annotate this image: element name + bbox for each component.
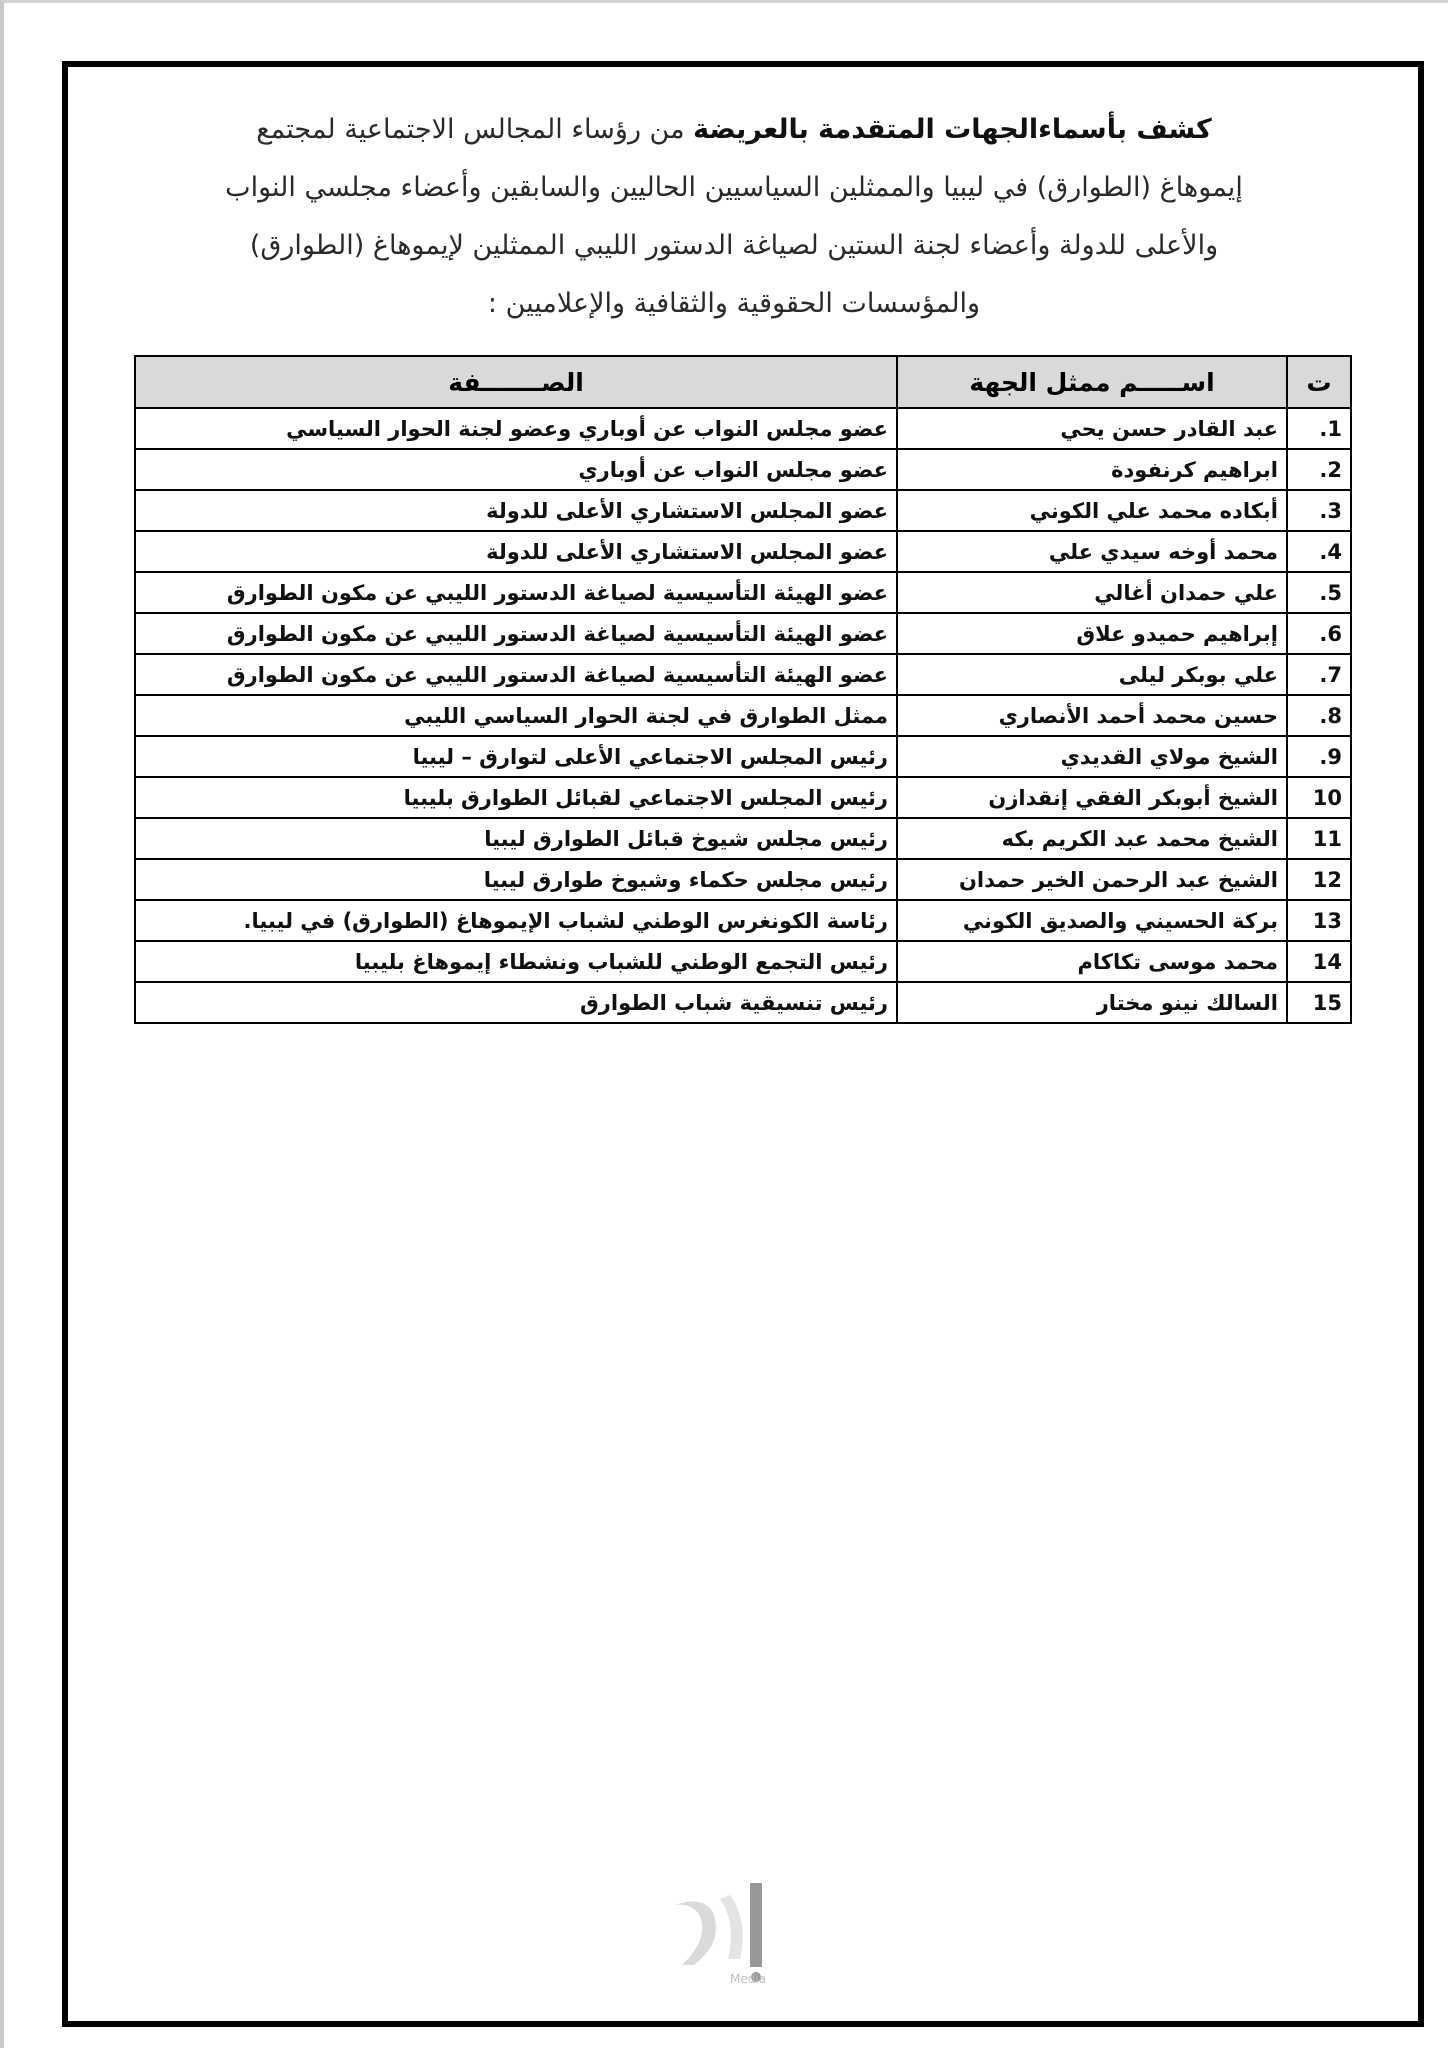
header-role: الصـــــــفة (135, 356, 897, 408)
row-role: رئيس مجلس شيوخ قبائل الطوارق ليبيا (135, 818, 897, 859)
row-num: 2. (1287, 449, 1351, 490)
table-row (135, 654, 1351, 695)
row-name: علي بوبكر ليلى (897, 654, 1287, 695)
row-name: أبكاده محمد علي الكوني (897, 490, 1287, 531)
table-row (135, 859, 1351, 900)
table-row (135, 941, 1351, 982)
row-role: ممثل الطوارق في لجنة الحوار السياسي الليبي (135, 695, 897, 736)
row-num: 6. (1287, 613, 1351, 654)
watermark-sub: Media (730, 1972, 767, 1986)
watermark-logo (664, 1869, 804, 1989)
heading-rest-part: من رؤساء المجالس الاجتماعية لمجتمع إيموهاغ (الطوارق) في ليبيا والممثلين السياسيين الحاليين والسابقين وأعضاء مجلسي النواب والأعلى للدولة وأعضاء لجنة الستين لصياغة الدستور الليبي الممثلين لإيموهاغ (الطوارق) والمؤسسات الحقوقية والثقافية والإعلاميين : (225, 114, 1243, 319)
members-table (134, 355, 1352, 1024)
table-row (135, 736, 1351, 777)
row-role: رئيس المجلس الاجتماعي الأعلى لتوارق – ليبيا (135, 736, 897, 777)
row-name: عبد القادر حسن يحي (897, 408, 1287, 449)
table-row (135, 777, 1351, 818)
row-name: علي حمدان أغالي (897, 572, 1287, 613)
table-row (135, 613, 1351, 654)
row-role: عضو مجلس النواب عن أوباري (135, 449, 897, 490)
row-name: الشيخ عبد الرحمن الخير حمدان (897, 859, 1287, 900)
row-num: 9. (1287, 736, 1351, 777)
row-num: 3. (1287, 490, 1351, 531)
row-name: بركة الحسيني والصديق الكوني (897, 900, 1287, 941)
table-row (135, 531, 1351, 572)
row-role: رئيس تنسيقية شباب الطوارق (135, 982, 897, 1023)
table-row (135, 449, 1351, 490)
row-num: 12 (1287, 859, 1351, 900)
row-role: رئيس المجلس الاجتماعي لقبائل الطوارق بليبيا (135, 777, 897, 818)
row-num: 5. (1287, 572, 1351, 613)
row-num: 13 (1287, 900, 1351, 941)
document-heading (214, 101, 1254, 333)
row-role: عضو المجلس الاستشاري الأعلى للدولة (135, 490, 897, 531)
row-role: عضو الهيئة التأسيسية لصياغة الدستور الليبي عن مكون الطوارق (135, 572, 897, 613)
table-header-row (135, 356, 1351, 408)
row-name: الشيخ محمد عبد الكريم بكه (897, 818, 1287, 859)
row-role: عضو الهيئة التأسيسية لصياغة الدستور الليبي عن مكون الطوارق (135, 654, 897, 695)
heading-bold-part: كشف بأسماءالجهات المتقدمة بالعريضة (693, 114, 1212, 145)
row-num: 8. (1287, 695, 1351, 736)
row-name: إبراهيم حميدو علاق (897, 613, 1287, 654)
row-name: محمد أوخه سيدي علي (897, 531, 1287, 572)
table-row (135, 572, 1351, 613)
row-role: عضو مجلس النواب عن أوباري وعضو لجنة الحوار السياسي (135, 408, 897, 449)
row-name: محمد موسى تكاكام (897, 941, 1287, 982)
row-role: رئاسة الكونغرس الوطني لشباب الإيموهاغ (الطوارق) في ليبيا. (135, 900, 897, 941)
row-num: 11 (1287, 818, 1351, 859)
row-role: رئيس التجمع الوطني للشباب ونشطاء إيموهاغ بليبيا (135, 941, 897, 982)
watermark-bar (750, 1883, 762, 1967)
table-row (135, 408, 1351, 449)
row-role: عضو الهيئة التأسيسية لصياغة الدستور الليبي عن مكون الطوارق (135, 613, 897, 654)
row-role: عضو المجلس الاستشاري الأعلى للدولة (135, 531, 897, 572)
row-num: 1. (1287, 408, 1351, 449)
row-name: الشيخ مولاي القديدي (897, 736, 1287, 777)
row-name: الشيخ أبوبكر الفقي إنقدازن (897, 777, 1287, 818)
row-name: السالك نينو مختار (897, 982, 1287, 1023)
header-name: اســـــم ممثل الجهة (897, 356, 1287, 408)
watermark-swoosh (676, 1901, 716, 1965)
table-row (135, 490, 1351, 531)
row-role: رئيس مجلس حكماء وشيوخ طوارق ليبيا (135, 859, 897, 900)
row-num: 10 (1287, 777, 1351, 818)
row-num: 4. (1287, 531, 1351, 572)
row-num: 7. (1287, 654, 1351, 695)
row-num: 15 (1287, 982, 1351, 1023)
table-row (135, 900, 1351, 941)
table-row (135, 818, 1351, 859)
row-name: ابراهيم كرنفودة (897, 449, 1287, 490)
table-row (135, 982, 1351, 1023)
row-name: حسين محمد أحمد الأنصاري (897, 695, 1287, 736)
row-num: 14 (1287, 941, 1351, 982)
watermark-stroke (720, 1895, 743, 1959)
table-row (135, 695, 1351, 736)
header-num: ت (1287, 356, 1351, 408)
